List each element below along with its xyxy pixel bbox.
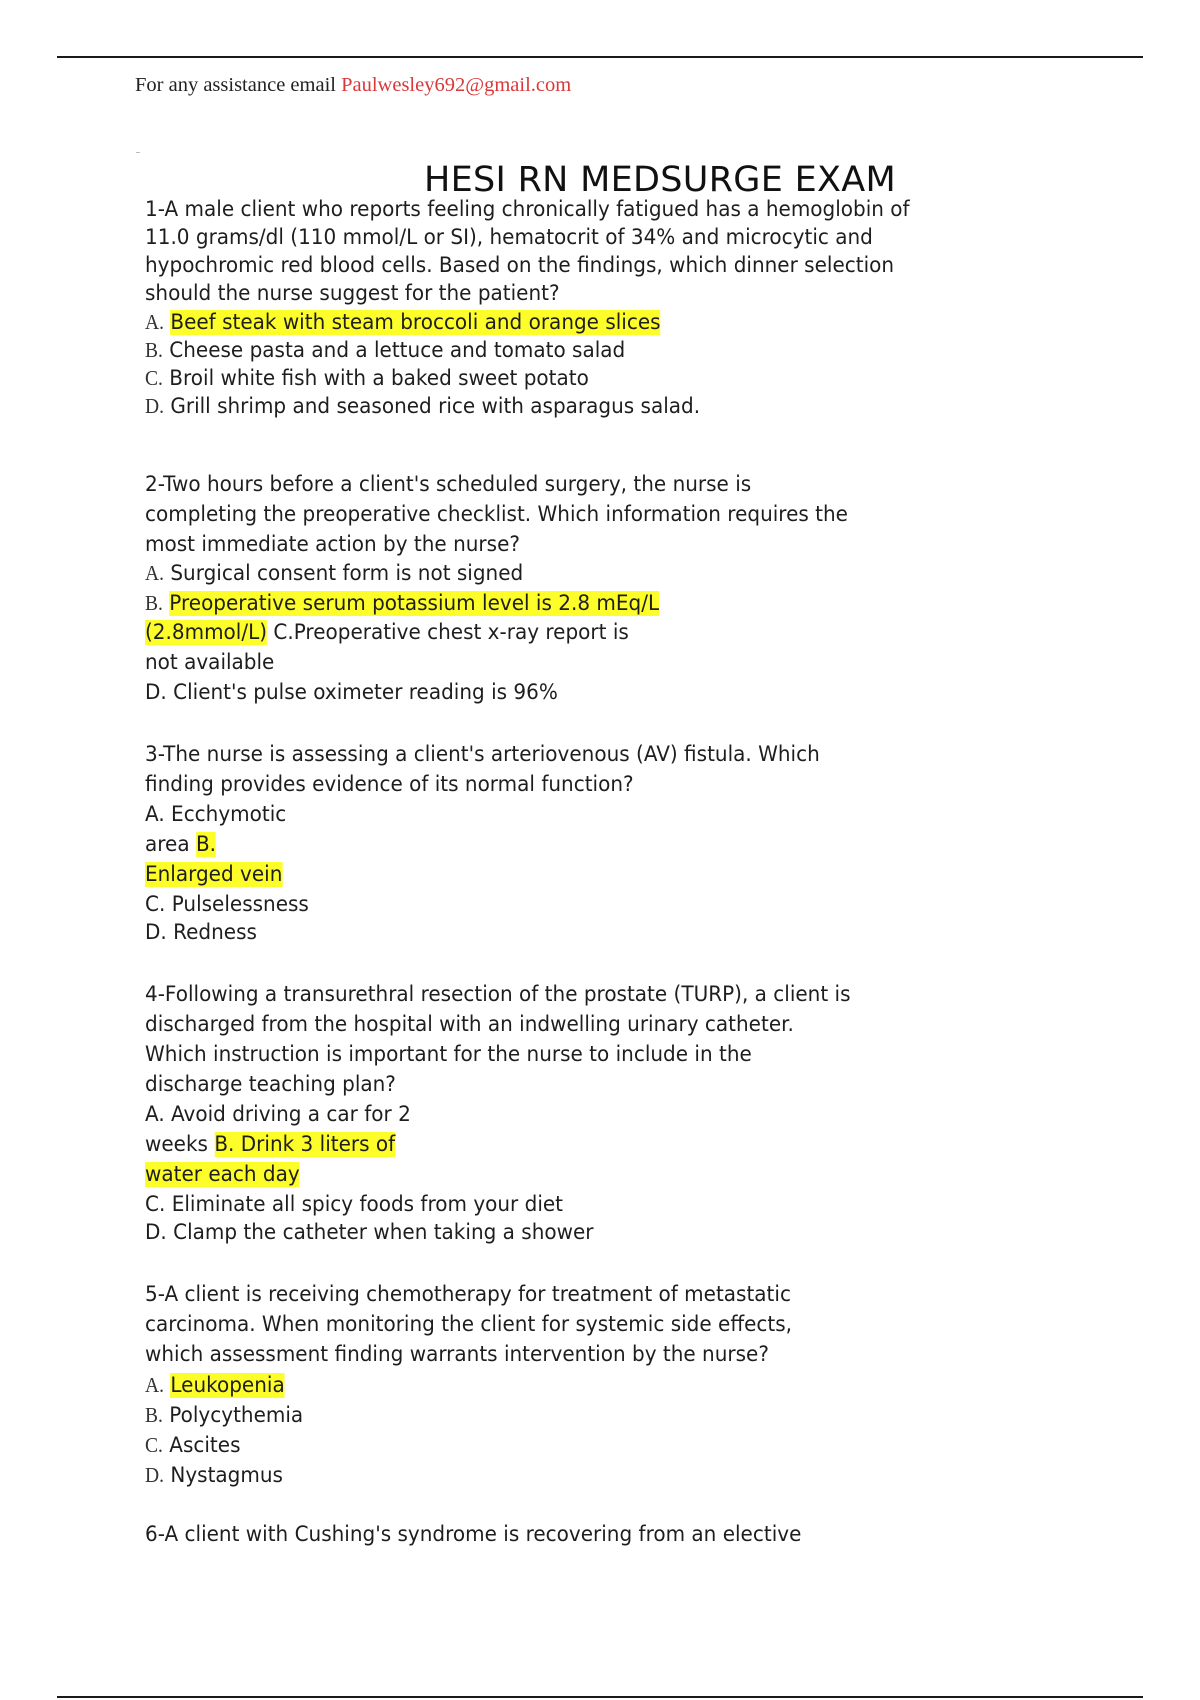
- answer-option-c: [145, 365, 589, 392]
- option-text: Polycythemia: [169, 1403, 304, 1428]
- assistance-email-link[interactable]: Paulwesley692@gmail.com: [341, 74, 572, 96]
- answer-option-c: [145, 892, 309, 918]
- bottom-rule: [57, 1696, 1143, 1698]
- question-stem-line: 1-A male client who reports feeling chronically fatigued has a hemoglobin of: [145, 197, 910, 222]
- question-stem-line: 6-A client with Cushing's syndrome is recovering from an elective: [145, 1522, 802, 1547]
- question-stem-line: which assessment finding warrants intervention by the nurse?: [145, 1342, 769, 1367]
- option-letter: B.: [145, 338, 163, 362]
- answer-option-a: [145, 1102, 411, 1128]
- option-text: Surgical consent form is not signed: [170, 561, 524, 586]
- answer-option-c-continued: not available: [145, 650, 275, 675]
- answer-option-d: [145, 1462, 283, 1489]
- answer-option-b-continued: [145, 620, 629, 646]
- question-stem-line: hypochromic red blood cells. Based on the findings, which dinner selection: [145, 253, 895, 278]
- option-text: weeks: [145, 1132, 208, 1157]
- option-text: Clamp the catheter when taking a shower: [173, 1220, 594, 1245]
- answer-option-d: [145, 393, 700, 420]
- question-stem-line: 11.0 grams/dl (110 mmol/L or SI), hematocrit of 34% and microcytic and: [145, 225, 873, 250]
- option-letter: A.: [145, 561, 164, 585]
- top-rule: [57, 56, 1143, 58]
- answer-option-b: [145, 862, 282, 888]
- answer-option-c: [145, 1432, 240, 1459]
- option-text: Client's pulse oximeter reading is 96%: [173, 680, 558, 705]
- answer-option-b-continued: [145, 1162, 300, 1188]
- question-stem-line: 2-Two hours before a client's scheduled surgery, the nurse is: [145, 472, 752, 497]
- question-stem-line: 4-Following a transurethral resection of the prostate (TURP), a client is: [145, 982, 851, 1007]
- option-letter: C.: [145, 366, 163, 390]
- option-letter: D.: [145, 920, 167, 945]
- option-text-highlighted: (2.8mmol/L): [145, 620, 268, 645]
- option-letter: A.: [145, 310, 164, 334]
- option-text: Redness: [173, 920, 257, 945]
- option-text-highlighted: Enlarged vein: [145, 862, 283, 887]
- option-letter: A.: [145, 1102, 165, 1127]
- option-letter: C.: [145, 1433, 163, 1457]
- option-letter-highlighted: B.: [195, 832, 217, 857]
- answer-option-a-continued: [145, 832, 216, 858]
- option-letter: A.: [145, 802, 165, 827]
- option-text-highlighted: Beef steak with steam broccoli and orange slices: [170, 310, 661, 335]
- question-stem-line: carcinoma. When monitoring the client for systemic side effects,: [145, 1312, 793, 1337]
- question-stem-line: discharge teaching plan?: [145, 1072, 396, 1097]
- question-stem-line: Which instruction is important for the nurse to include in the: [145, 1042, 752, 1067]
- option-text-highlighted: water each day: [145, 1162, 300, 1187]
- answer-option-b: [214, 1132, 395, 1157]
- answer-option-b: [145, 590, 659, 617]
- answer-option-a: [145, 1372, 285, 1399]
- option-text: Avoid driving a car for 2: [171, 1102, 411, 1127]
- option-c-inline: [273, 620, 628, 645]
- option-text: Eliminate all spicy foods from your diet: [171, 1192, 564, 1217]
- answer-option-a: [145, 309, 661, 336]
- option-letter: C.: [273, 620, 294, 645]
- page-title: HESI RN MEDSURGE EXAM: [423, 160, 897, 200]
- question-stem-line: 5-A client is receiving chemotherapy for treatment of metastatic: [145, 1282, 791, 1307]
- answer-option-a: [145, 560, 523, 587]
- answer-option-a: [145, 802, 286, 828]
- answer-option-b: [145, 1402, 303, 1429]
- option-text: Pulselessness: [171, 892, 309, 917]
- question-stem-line: completing the preoperative checklist. Which information requires the: [145, 502, 848, 527]
- option-letter: D.: [145, 1220, 167, 1245]
- answer-option-a-continued: [145, 1132, 395, 1158]
- option-letter: B.: [214, 1132, 235, 1157]
- option-text: Ecchymotic: [171, 802, 287, 827]
- option-text: Cheese pasta and a lettuce and tomato salad: [169, 338, 626, 363]
- assistance-header: [135, 74, 571, 97]
- answer-option-b: [145, 337, 625, 364]
- question-stem-line: should the nurse suggest for the patient?: [145, 281, 560, 306]
- option-letter: D.: [145, 680, 167, 705]
- option-text-highlighted: Preoperative serum potassium level is 2.8 mEq/L: [169, 591, 660, 616]
- option-text-highlighted: Drink 3 liters of: [240, 1132, 396, 1157]
- stray-mark: [136, 152, 140, 153]
- option-text: Nystagmus: [170, 1463, 283, 1488]
- option-text: Ascites: [169, 1433, 241, 1458]
- answer-option-d: [145, 680, 558, 706]
- question-stem-line: discharged from the hospital with an indwelling urinary catheter.: [145, 1012, 794, 1037]
- option-letter: C.: [145, 892, 166, 917]
- question-stem-line: most immediate action by the nurse?: [145, 532, 520, 557]
- option-letter: C.: [145, 1192, 166, 1217]
- option-text: Broil white fish with a baked sweet potato: [169, 366, 589, 391]
- option-letter: B.: [145, 591, 163, 615]
- option-text: area: [145, 832, 190, 857]
- option-text: Preoperative chest x-ray report is: [293, 620, 629, 645]
- option-text-highlighted: Leukopenia: [170, 1373, 285, 1398]
- option-letter: B.: [145, 1403, 163, 1427]
- option-letter: D.: [145, 394, 164, 418]
- question-stem-line: 3-The nurse is assessing a client's arteriovenous (AV) fistula. Which: [145, 742, 820, 767]
- question-stem-line: finding provides evidence of its normal function?: [145, 772, 634, 797]
- answer-option-c: [145, 1192, 563, 1218]
- option-letter: D.: [145, 1463, 164, 1487]
- option-letter: A.: [145, 1373, 164, 1397]
- assistance-text: For any assistance email: [135, 74, 342, 96]
- answer-option-d: [145, 920, 257, 946]
- option-text: Grill shrimp and seasoned rice with asparagus salad.: [170, 394, 701, 419]
- answer-option-d: [145, 1220, 593, 1246]
